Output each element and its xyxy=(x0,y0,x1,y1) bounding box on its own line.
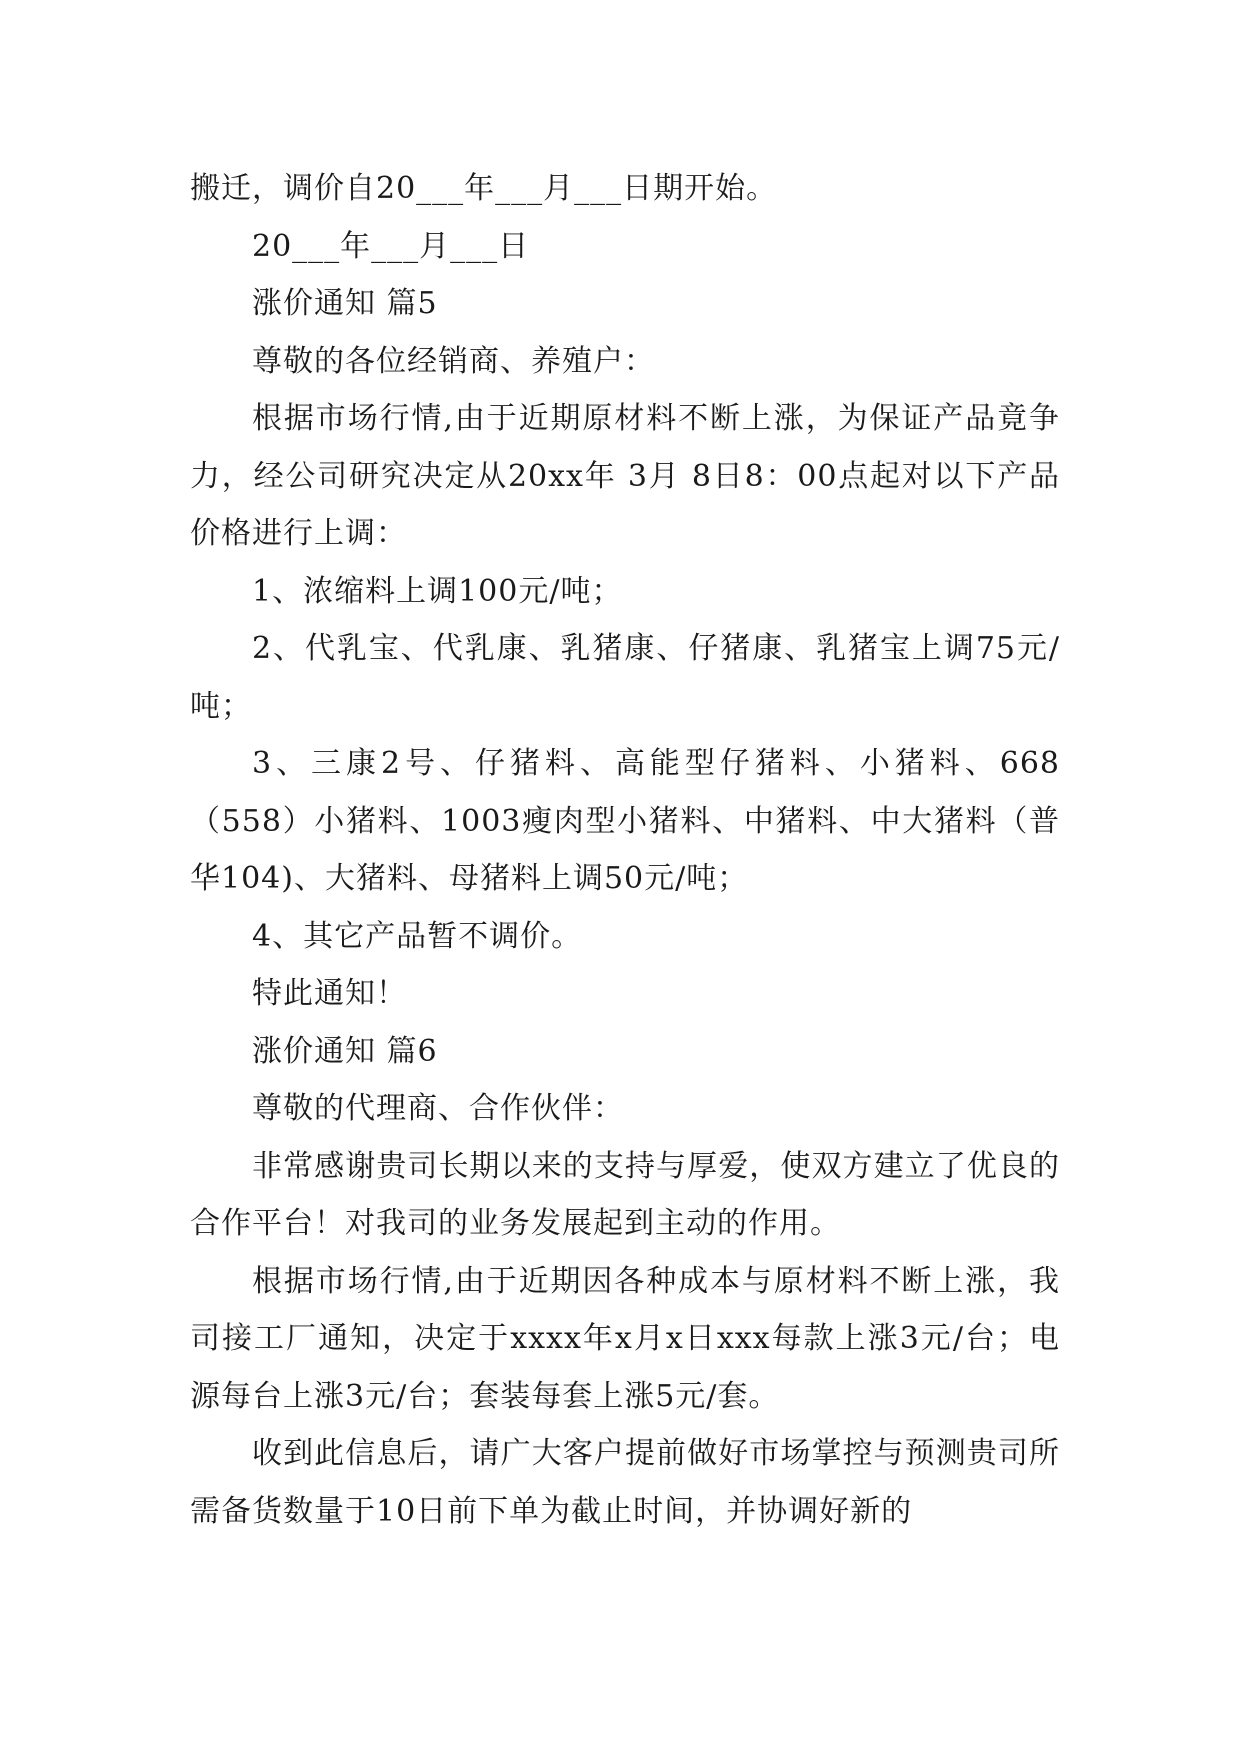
list-item-1: 1、浓缩料上调100元/吨； xyxy=(252,573,623,609)
paragraph-order-deadline: 收到此信息后，请广大客户提前做好市场掌控与预测贵司所需备货数量于10日前下单为截止时间，并协调好新的 xyxy=(190,1436,1060,1529)
list-item-4: 4、其它产品暂不调价。 xyxy=(252,918,583,954)
list-item-2: 2、代乳宝、代乳康、乳猪康、仔猪康、乳猪宝上调75元/吨； xyxy=(190,631,1060,724)
paragraph-relocation-date: 搬迁，调价自20___年___月___日期开始。 xyxy=(190,171,778,206)
section-heading-5: 涨价通知 篇5 xyxy=(252,286,438,321)
paragraph-thanks: 非常感谢贵司长期以来的支持与厚爱，使双方建立了优良的合作平台！对我司的业务发展起到主动的作用。 xyxy=(190,1148,1060,1241)
list-item-3: 3、三康2号、仔猪料、高能型仔猪料、小猪料、668（558）小猪料、1003瘦肉型小猪料、中猪料、中大猪料（普华104)、大猪料、母猪料上调50元/吨； xyxy=(190,746,1060,896)
paragraph-notice-closing: 特此通知！ xyxy=(252,976,407,1011)
section-heading-6: 涨价通知 篇6 xyxy=(252,1033,438,1069)
paragraph-date-line: 20___年___月___日 xyxy=(252,228,530,264)
salutation-dealers: 尊敬的各位经销商、养殖户： xyxy=(252,343,655,379)
paragraph-price-increase-details: 根据市场行情,由于近期因各种成本与原材料不断上涨，我司接工厂通知，决定于xxxx年x月x日xxx每款上涨3元/台；电源每台上涨3元/台；套装每套上涨5元/套。 xyxy=(190,1263,1060,1414)
paragraph-price-increase-intro: 根据市场行情,由于近期原材料不断上涨，为保证产品竟争力，经公司研究决定从20xx年 3月 8日8：00点起对以下产品价格进行上调： xyxy=(190,401,1060,551)
document-body xyxy=(190,160,1060,1540)
salutation-partners: 尊敬的代理商、合作伙伴： xyxy=(252,1091,624,1126)
